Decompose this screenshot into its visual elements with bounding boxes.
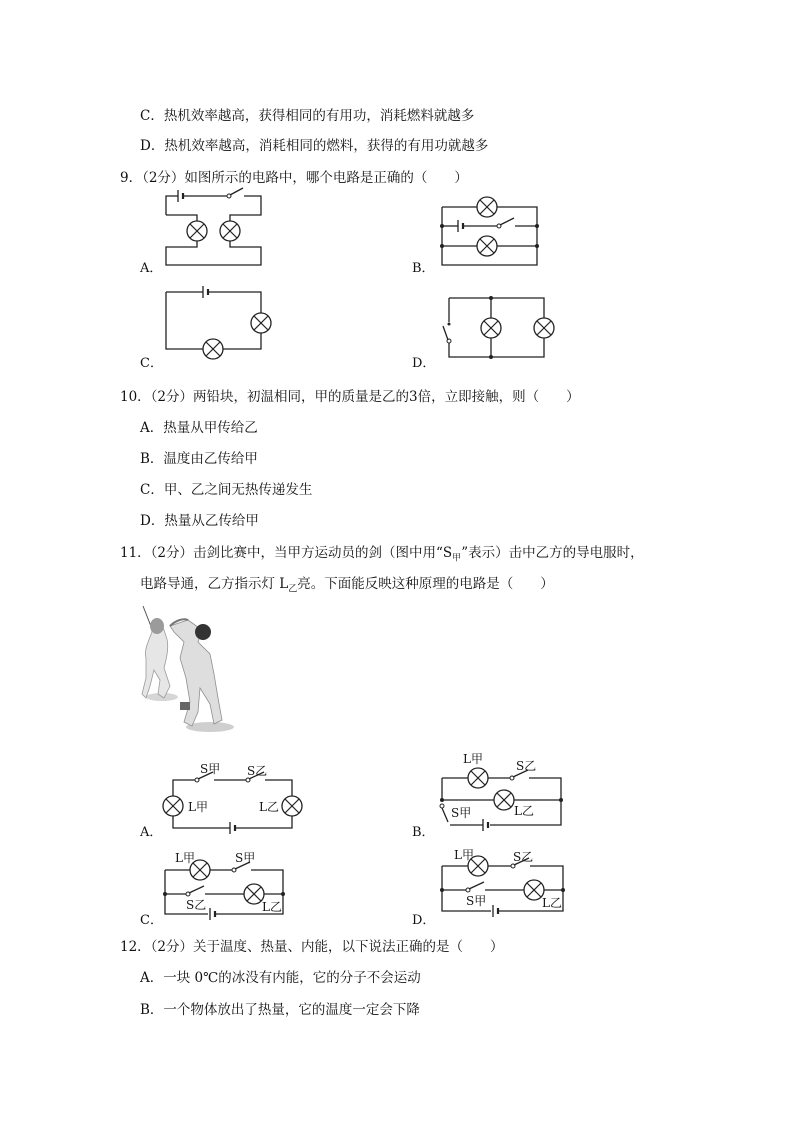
q11b-l-jia: L甲 (463, 752, 483, 766)
q11d-s-jia: S甲 (466, 894, 487, 908)
q11d-s-yi: S乙 (513, 850, 534, 864)
q10-option-c: C．甲、乙之间无热传递发生 (140, 482, 313, 498)
q11b-s-yi: S乙 (516, 759, 537, 773)
q11-stem-line1: 11．（2分）击剑比赛中，当甲方运动员的剑（图中用“$S_甲$”表示）击中乙方的导电服时， (120, 545, 644, 564)
q10-stem: 10．（2分）两铅块，初温相同，甲的质量是乙的3倍，立即接触，则（ ） (120, 389, 580, 405)
q11-label-b: B． (412, 825, 435, 840)
q11a-l-jia: L甲 (188, 800, 208, 814)
q11a-l-yi: L乙 (259, 800, 279, 814)
q10-option-a: A．热量从甲传给乙 (140, 420, 258, 436)
q9-stem: 9．（2分）如图所示的电路中，哪个电路是正确的（ ） (120, 170, 468, 186)
q11b-s-jia: S甲 (451, 806, 472, 820)
q11-label-c: C． (140, 913, 163, 928)
q9-label-c: C． (140, 356, 163, 371)
q11-stem-line2: 电路导通，乙方指示灯 $L_乙$亮。下面能反映这种原理的电路是（ ） (140, 576, 554, 595)
q10-option-d: D．热量从乙传给甲 (140, 513, 259, 529)
q11-label-a: A． (140, 825, 163, 840)
q11a-s-yi: S乙 (247, 764, 268, 778)
q11c-l-jia: L甲 (175, 851, 195, 865)
q8-option-c: C．热机效率越高，获得相同的有用功，消耗燃料就越多 (140, 108, 475, 124)
q12-stem: 12．（2分）关于温度、热量、内能，以下说法正确的是（ ） (120, 939, 504, 955)
q8-option-d: D．热机效率越高，消耗相同的燃料，获得的有用功就越多 (140, 138, 489, 154)
q9-label-d: D． (412, 356, 436, 371)
q10-option-b: B．温度由乙传给甲 (140, 451, 258, 467)
q11d-l-jia: L甲 (454, 848, 474, 862)
q11b-l-yi: L乙 (514, 804, 534, 818)
q11c-s-jia: S甲 (235, 851, 256, 865)
q9-label-b: B． (412, 261, 435, 276)
q9-label-a: A． (140, 261, 163, 276)
q11a-s-jia: S甲 (200, 762, 221, 776)
q11d-l-yi: L乙 (542, 896, 562, 910)
q12-option-b: B．一个物体放出了热量，它的温度一定会下降 (140, 1002, 420, 1018)
q11c-l-yi: L乙 (262, 900, 282, 914)
q12-option-a: A．一块 0℃的冰没有内能，它的分子不会运动 (140, 970, 421, 986)
q11c-s-yi: S乙 (186, 898, 207, 912)
q11-label-d: D． (412, 913, 436, 928)
